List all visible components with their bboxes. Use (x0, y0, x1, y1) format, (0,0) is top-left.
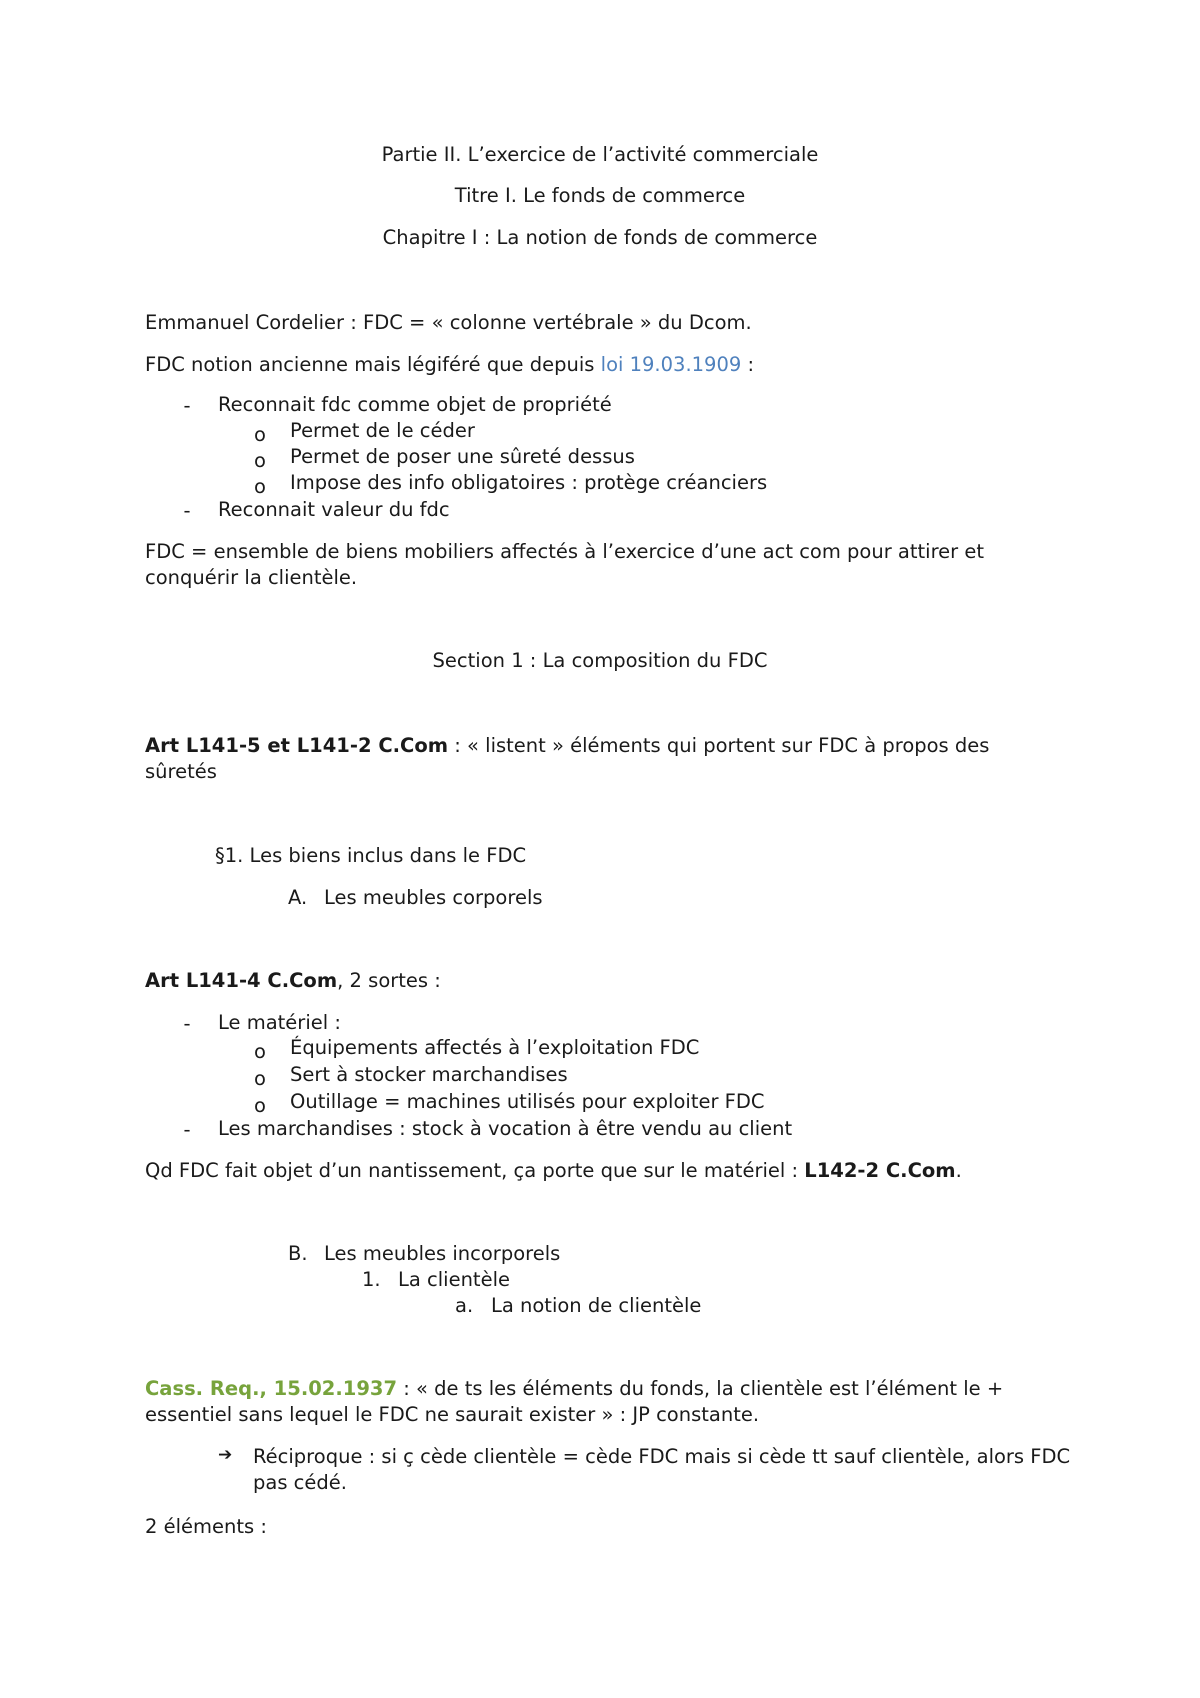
law-reference: loi 19.03.1909 (600, 353, 742, 376)
dash-bullet: - (183, 1118, 191, 1141)
sub-heading-a-marker: A. (288, 886, 308, 909)
nantissement-line (145, 1158, 962, 1184)
nantissement-text: Qd FDC fait objet d’un nantissement, ça porte que sur le matériel : (145, 1159, 805, 1182)
circle-bullet: o (254, 423, 266, 446)
sub-heading-b: Les meubles incorporels (324, 1242, 561, 1265)
list-item: Le matériel : (218, 1011, 341, 1034)
arrow-right-icon: ➔ (218, 1445, 233, 1465)
circle-bullet: o (254, 449, 266, 472)
article-reference: Art L141-4 C.Com (145, 969, 338, 992)
notion-prefix: FDC notion ancienne mais légiféré que depuis (145, 353, 601, 376)
art-listing-text: : « listent » éléments qui portent sur FDC à propos des sûretés (145, 734, 990, 783)
notion-suffix: : (741, 353, 755, 376)
art-sortes-text: , 2 sortes : (337, 969, 441, 992)
dash-bullet: - (183, 394, 191, 417)
list-subitem: Équipements affectés à l’exploitation FDC (290, 1036, 700, 1059)
art-sortes-line (145, 968, 441, 994)
dash-bullet: - (183, 1012, 191, 1035)
list-subitem: Outillage = machines utilisés pour exploiter FDC (290, 1090, 765, 1113)
list-subitem: Permet de le céder (290, 419, 475, 442)
dash-bullet: - (183, 499, 191, 522)
fdc-definition: FDC = ensemble de biens mobiliers affectés à l’exercice d’une act com pour attirer et conquérir la clientèle. (145, 540, 985, 589)
reciproque-text: Réciproque : si ç cède clientèle = cède FDC mais si cède tt sauf clientèle, alors FDC pas cédé. (253, 1445, 1071, 1494)
section-heading: Section 1 : La composition du FDC (432, 649, 768, 672)
partie-heading: Partie II. L’exercice de l’activité commerciale (381, 143, 819, 166)
notion-line (145, 352, 754, 378)
art-listing-paragraph (145, 733, 1045, 785)
article-reference: L142-2 C.Com (804, 1159, 956, 1182)
cass-text: : « de ts les éléments du fonds, la clientèle est l’élément le + essentiel sans lequel le FDC ne saurait exister » : JP constante. (145, 1377, 1004, 1426)
list-item: Reconnait valeur du fdc (218, 498, 450, 521)
numbered-heading-marker: 1. (362, 1268, 381, 1291)
article-reference: Art L141-5 et L141-2 C.Com (145, 734, 449, 757)
sub-heading-a: Les meubles corporels (324, 886, 543, 909)
nantissement-end: . (955, 1159, 962, 1182)
case-reference: Cass. Req., 15.02.1937 (145, 1377, 398, 1400)
titre-heading: Titre I. Le fonds de commerce (454, 184, 746, 207)
numbered-heading: La clientèle (398, 1268, 510, 1291)
cass-paragraph (145, 1376, 1045, 1428)
chapitre-heading: Chapitre I : La notion de fonds de commerce (382, 226, 818, 249)
circle-bullet: o (254, 1094, 266, 1117)
list-subitem: Sert à stocker marchandises (290, 1063, 568, 1086)
sub-heading-b-marker: B. (288, 1242, 308, 1265)
lettered-heading: La notion de clientèle (491, 1294, 702, 1317)
list-subitem: Impose des info obligatoires : protège créanciers (290, 471, 768, 494)
deux-elements: 2 éléments : (145, 1515, 267, 1538)
paragraph-heading: §1. Les biens inclus dans le FDC (215, 844, 527, 867)
list-item: Les marchandises : stock à vocation à être vendu au client (218, 1117, 793, 1140)
circle-bullet: o (254, 1067, 266, 1090)
list-subitem: Permet de poser une sûreté dessus (290, 445, 635, 468)
list-item: Reconnait fdc comme objet de propriété (218, 393, 612, 416)
circle-bullet: o (254, 475, 266, 498)
lettered-heading-marker: a. (455, 1294, 474, 1317)
cordelier-quote: Emmanuel Cordelier : FDC = « colonne vertébrale » du Dcom. (145, 311, 752, 334)
circle-bullet: o (254, 1040, 266, 1063)
